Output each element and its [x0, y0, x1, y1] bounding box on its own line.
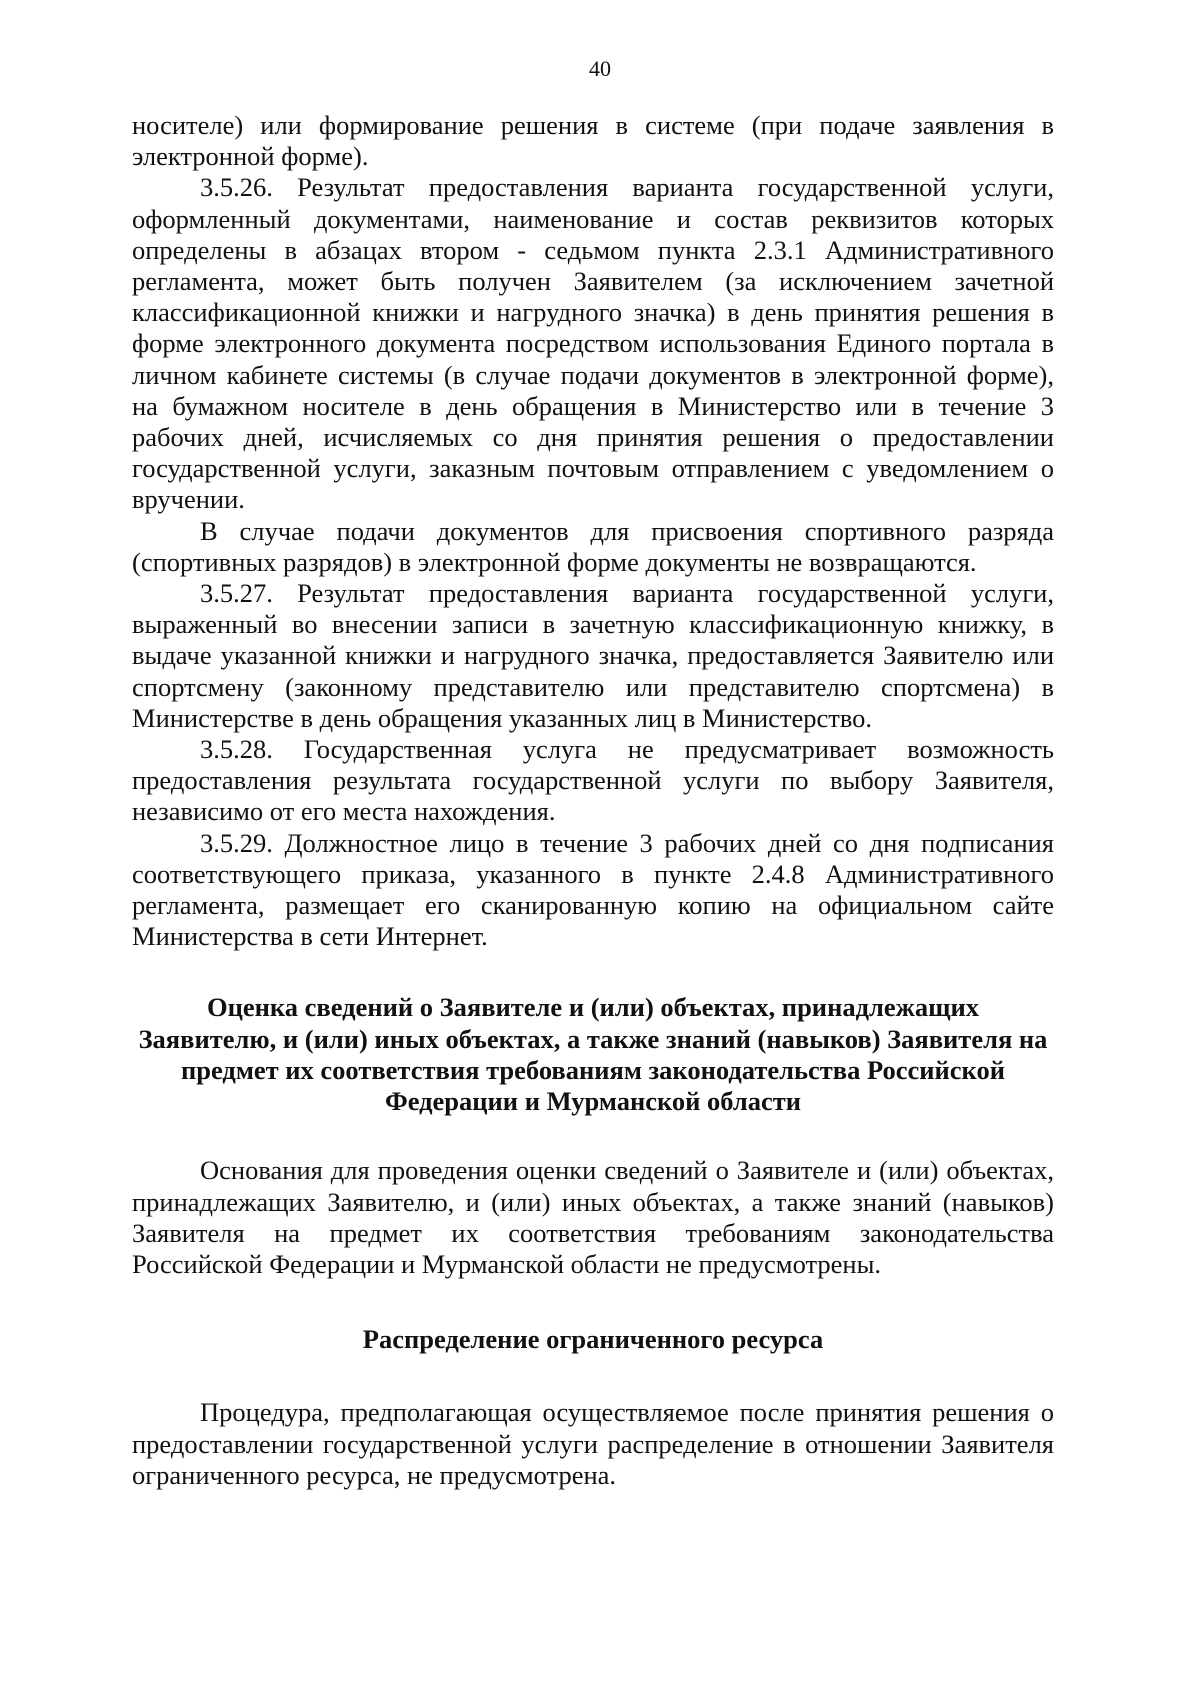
- paragraph-continuation: носителе) или формирование решения в системе (при подаче заявления в электронной форме).: [132, 110, 1054, 172]
- paragraph-3-5-27: 3.5.27. Результат предоставления варианта государственной услуги, выраженный во внесении записи в зачетную классификационную книжку, в выдаче указанной книжки и нагрудного значка, предоставляется Заявителю или спортсмену (законному представителю или представителю спортсмена) в Министерстве в день обращения указанных лиц в Министерство.: [132, 578, 1054, 733]
- heading-line: предмет их соответствия требованиям законодательства Российской: [181, 1054, 1005, 1085]
- document-body: [132, 110, 1054, 1491]
- section-heading-resource-distribution: Распределение ограниченного ресурса: [362, 1324, 824, 1355]
- heading-line: Заявителю, и (или) иных объектах, а также знаний (навыков) Заявителя на: [138, 1023, 1048, 1054]
- paragraph-documents-not-returned: В случае подачи документов для присвоения спортивного разряда (спортивных разрядов) в электронной форме документы не возвращаются.: [132, 515, 1054, 577]
- paragraph-3-5-29: 3.5.29. Должностное лицо в течение 3 рабочих дней со дня подписания соответствующего приказа, указанного в пункте 2.4.8 Административного регламента, размещает его сканированную копию на официальном сайте Министерства в сети Интернет.: [132, 827, 1054, 952]
- section-heading-assessment: [132, 992, 1054, 1117]
- heading-line: Оценка сведений о Заявителе и (или) объектах, принадлежащих: [207, 992, 979, 1023]
- paragraph-3-5-28: 3.5.28. Государственная услуга не предусматривает возможность предоставления результата государственной услуги по выбору Заявителя, независимо от его места нахождения.: [132, 734, 1054, 827]
- heading-line: Федерации и Мурманской области: [384, 1086, 802, 1117]
- paragraph-resource-distribution: Процедура, предполагающая осуществляемое после принятия решения о предоставлении государственной услуги распределение в отношении Заявителя ограниченного ресурса, не предусмотрена.: [132, 1397, 1054, 1490]
- paragraph-3-5-26: 3.5.26. Результат предоставления варианта государственной услуги, оформленный документами, наименование и состав реквизитов которых определены в абзацах втором - седьмом пункта 2.3.1 Административного регламента, может быть получен Заявителем (за исключением зачетной классификационной книжки и нагрудного значка) в день принятия решения в форме электронного документа посредством использования Единого портала в личном кабинете системы (в случае подачи документов в электронной форме), на бумажном носителе в день обращения в Министерство или в течение 3 рабочих дней, исчисляемых со дня принятия решения о предоставлении государственной услуги, заказным почтовым отправлением с уведомлением о вручении.: [132, 172, 1054, 515]
- paragraph-assessment-basis: Основания для проведения оценки сведений о Заявителе и (или) объектах, принадлежащих Заявителю, и (или) иных объектах, а также знаний (навыков) Заявителя на предмет их соответствия требованиям законодательства Российской Федерации и Мурманской области не предусмотрены.: [132, 1155, 1054, 1279]
- page-number: 40: [589, 56, 611, 81]
